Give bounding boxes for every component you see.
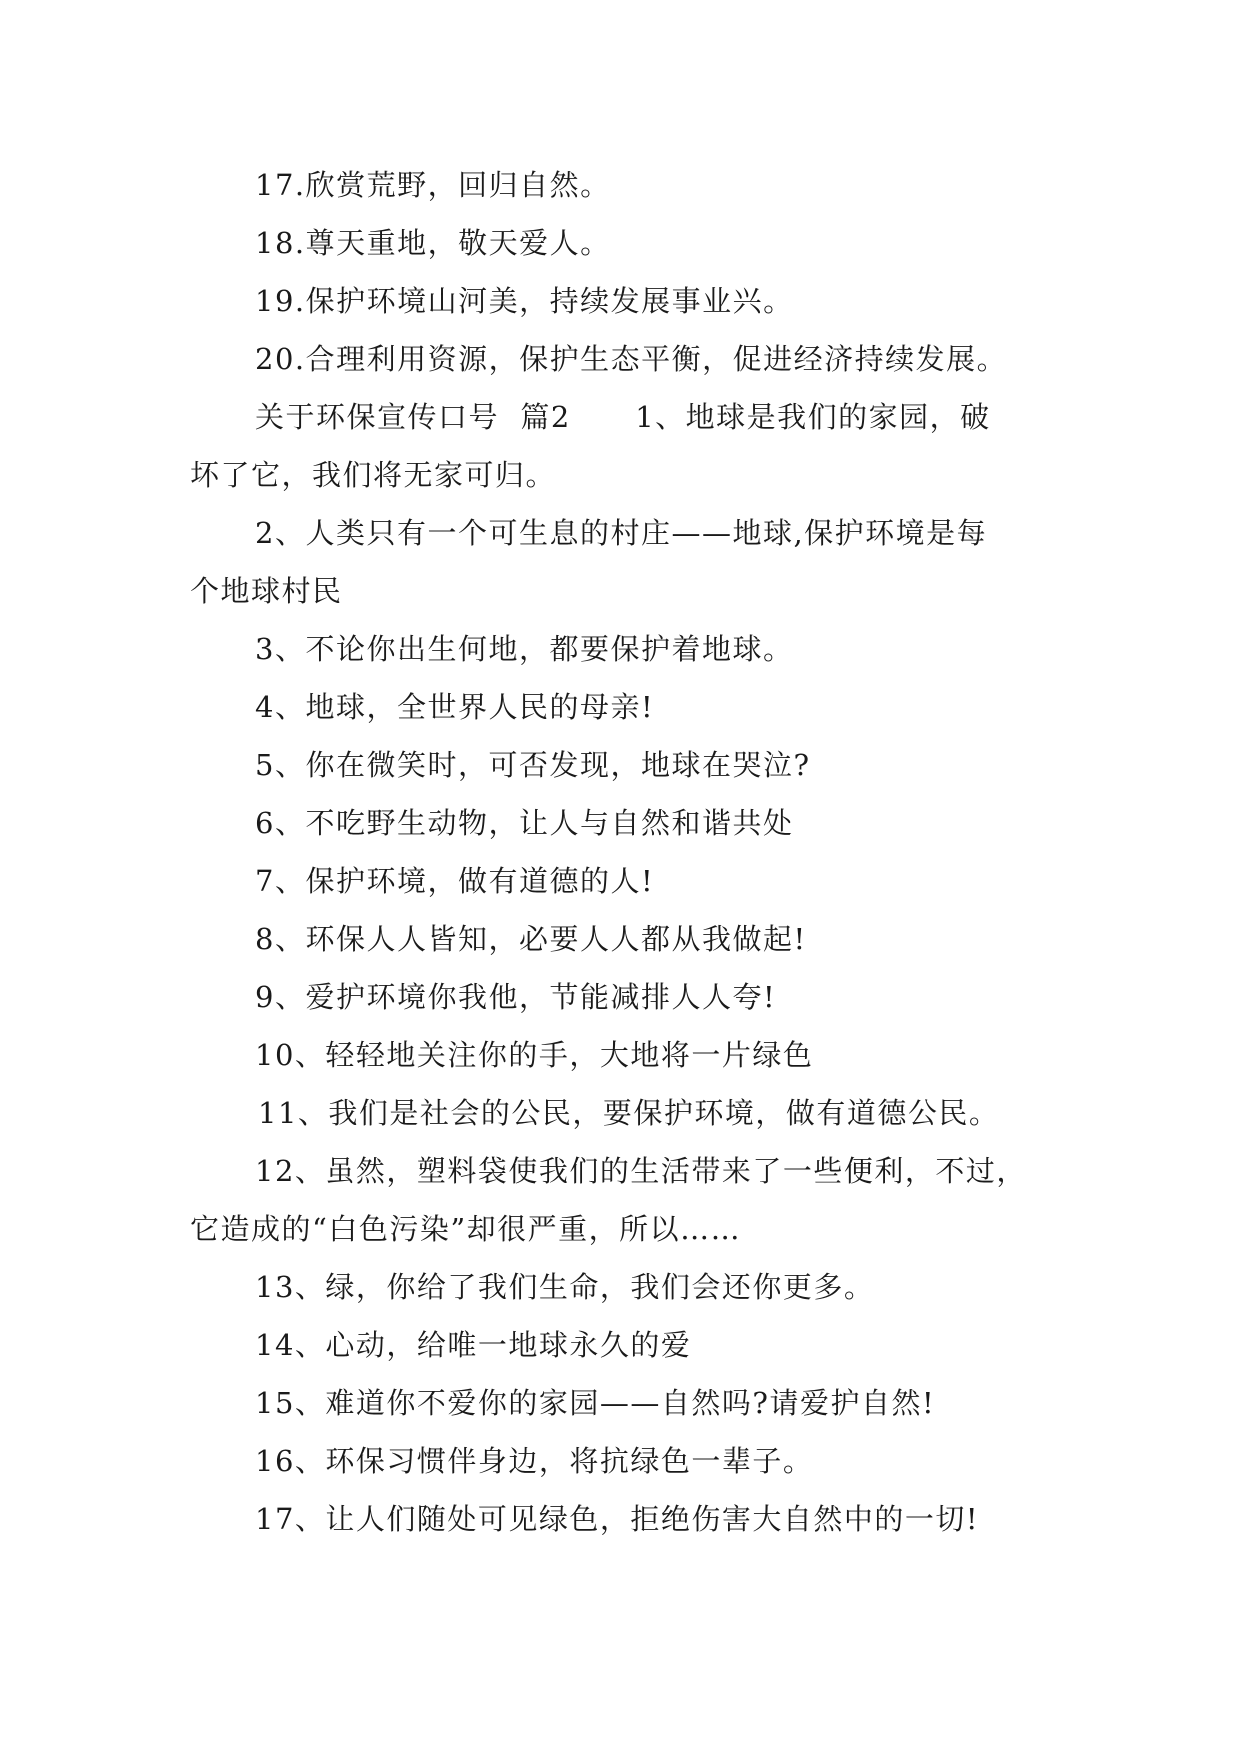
- section-heading-line: 关于环保宣传口号 篇2 1、地球是我们的家园，破: [255, 400, 991, 434]
- line-item-4: 4、地球，全世界人民的母亲!: [255, 690, 655, 724]
- line-item-3: 3、不论你出生何地，都要保护着地球。: [255, 632, 794, 666]
- line-item-15: 15、难道你不爱你的家园——自然吗?请爱护自然!: [255, 1386, 936, 1420]
- line-continuation: 它造成的“白色污染”却很严重，所以……: [190, 1212, 742, 1246]
- line-continuation: 坏了它，我们将无家可归。: [190, 458, 557, 492]
- line-item-11: 11、我们是社会的公民，要保护环境，做有道德公民。: [258, 1096, 1000, 1130]
- line-continuation: 个地球村民: [190, 574, 343, 608]
- line-item-8: 8、环保人人皆知，必要人人都从我做起!: [255, 922, 807, 956]
- line-slogan-17: 17.欣赏荒野，回归自然。: [255, 168, 611, 202]
- line-item-5: 5、你在微笑时，可否发现，地球在哭泣?: [255, 748, 811, 782]
- line-item-10: 10、轻轻地关注你的手，大地将一片绿色: [255, 1038, 814, 1072]
- line-item-14: 14、心动，给唯一地球永久的爱: [255, 1328, 692, 1362]
- line-item-6: 6、不吃野生动物，让人与自然和谐共处: [255, 806, 794, 840]
- line-slogan-19: 19.保护环境山河美，持续发展事业兴。: [255, 284, 794, 318]
- line-item-7: 7、保护环境，做有道德的人!: [255, 864, 655, 898]
- line-item-16: 16、环保习惯伴身边，将抗绿色一辈子。: [255, 1444, 814, 1478]
- line-slogan-20: 20.合理利用资源，保护生态平衡，促进经济持续发展。: [255, 342, 1008, 376]
- line-item-2: 2、人类只有一个可生息的村庄——地球,保护环境是每: [255, 516, 988, 550]
- line-item-17: 17、让人们随处可见绿色，拒绝伤害大自然中的一切!: [255, 1502, 980, 1536]
- line-item-13: 13、绿，你给了我们生命，我们会还你更多。: [255, 1270, 875, 1304]
- line-item-9: 9、爱护环境你我他，节能减排人人夸!: [255, 980, 777, 1014]
- line-slogan-18: 18.尊天重地，敬天爱人。: [255, 226, 611, 260]
- line-item-12: 12、虽然，塑料袋使我们的生活带来了一些便利，不过，: [255, 1154, 1027, 1188]
